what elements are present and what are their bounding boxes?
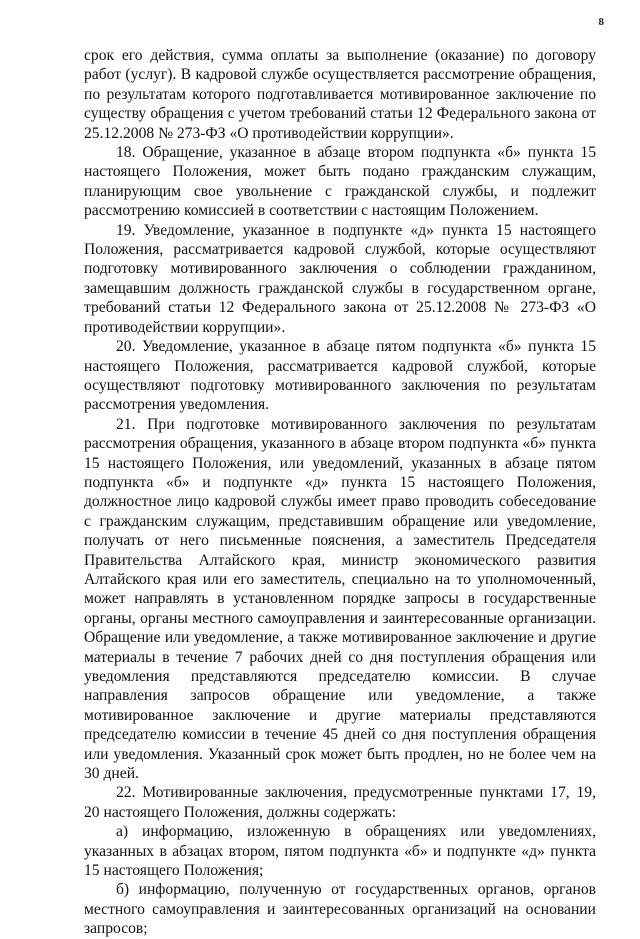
paragraph-21: 21. При подготовке мотивированного заключения по результатам рассмотрения обращения, указанного в абзаце втором подпункта «б» пункта 15 настоящего Положения, или уведомлений, указанных в абзаце пятом подпункта «б» и подпункте «д» пункта 15 настоящего Положения, должностное лицо кадровой службы имеет право проводить собеседование с гражданским служащим, представившим обращение или уведомление, получать от него письменные пояснения, а заместитель Председателя Правительства Алтайского края, министр экономического развития Алтайского края или его заместитель, специально на то уполномоченный, может направлять в установленном порядке запросы в государственные органы, органы местного самоуправления и заинтересованные организации. Обращение или уведомление, а также мотивированное заключение и другие материалы в течение 7 рабочих дней со дня поступления обращения или уведомления представляются председателю комиссии. В случае направления запросов обращение или уведомление, а также мотивированное заключение и другие материалы представляются председателю комиссии в течение 45 дней со дня поступления обращения или уведомления. Указанный срок может быть продлен, но не более чем на 30 дней.: [84, 415, 596, 783]
paragraph-18: 18. Обращение, указанное в абзаце втором подпункта «б» пункта 15 настоящего Положения, может быть подано гражданским служащим, планирующим свое увольнение с гражданской службы, и подлежит рассмотрению комиссией в соответствии с настоящим Положением.: [84, 144, 596, 220]
paragraph-22: 22. Мотивированные заключения, предусмотренные пунктами 17, 19, 20 настоящего Положения, должны содержать:: [84, 784, 596, 821]
paragraph-22-item-a: а) информацию, изложенную в обращениях или уведомлениях, указанных в абзацах втором, пятом подпункта «б» и подпункте «д» пункта 15 настоящего Положения;: [84, 823, 596, 880]
document-body: [84, 46, 596, 939]
page-number: 8: [598, 16, 604, 28]
paragraph-22-item-b: б) информацию, полученную от государственных органов, органов местного самоуправления и заинтересованных организаций на основании запросов;: [84, 881, 596, 938]
paragraph-19: 19. Уведомление, указанное в подпункте «д» пункта 15 настоящего Положения, рассматривается кадровой службой, которые осуществляют подготовку мотивированного заключения о соблюдении гражданином, замещавшим должность гражданской службы в государственном органе, требований статьи 12 Федерального закона от 25.12.2008 № 273-ФЗ «О противодействии коррупции».: [84, 221, 596, 336]
paragraph-17-continuation: срок его действия, сумма оплаты за выполнение (оказание) по договору работ (услуг). В кадровой службе осуществляется рассмотрение обращения, по результатам которого подготавливается мотивированное заключение по существу обращения с учетом требований статьи 12 Федерального закона от 25.12.2008 № 273-ФЗ «О противодействии коррупции».: [84, 47, 596, 142]
paragraph-20: 20. Уведомление, указанное в абзаце пятом подпункта «б» пункта 15 настоящего Положения, рассматривается кадровой службой, которые осуществляют подготовку мотивированного заключения по результатам рассмотрения уведомления.: [84, 338, 596, 414]
